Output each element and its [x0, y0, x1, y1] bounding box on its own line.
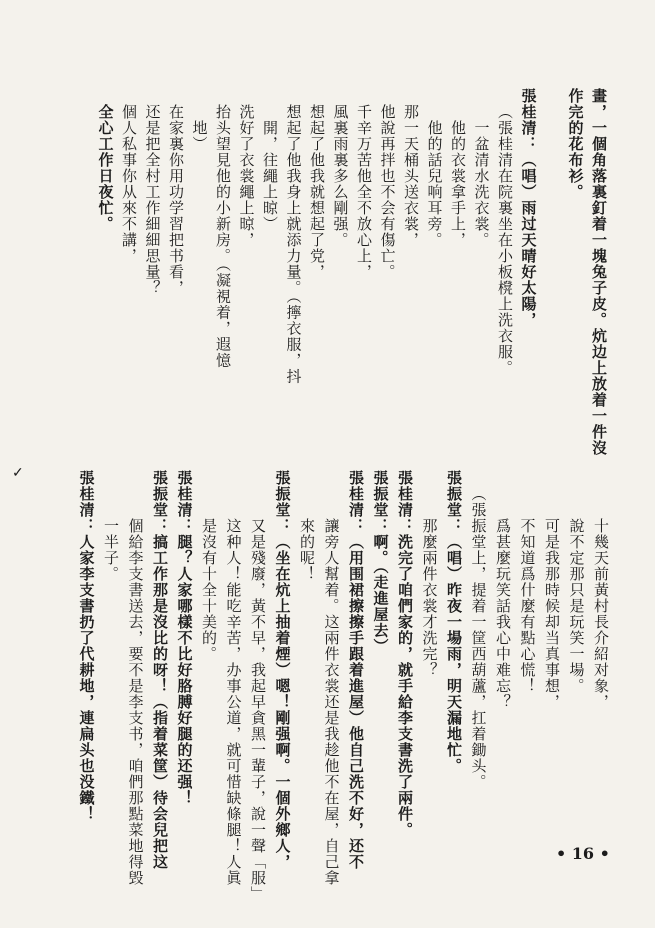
text-column: 一半子。: [102, 518, 120, 582]
text-column: 讓旁人幫着。这兩件衣裳还是我趁他不在屋，自己拿: [322, 518, 341, 886]
text-column: 張桂清：洗完了咱們家的，就手給李支書洗了兩件。: [396, 470, 414, 838]
text-column: 地）: [190, 120, 209, 152]
text-column: 又是殘廢，黃不早，我起早貪黑一輩子，說一聲「服」: [249, 518, 267, 902]
text-column: 畫，一個角落裏釘着一塊兔子皮。炕边上放着一件沒: [590, 88, 608, 456]
text-column: 一盆清水洗衣裳。: [472, 120, 491, 248]
page-number: • 16 •: [556, 844, 610, 863]
text-column: 張振堂：啊。（走進屋去）: [371, 470, 390, 655]
text-column: 可是我那時候却当真事想，: [543, 518, 561, 710]
text-column: 是沒有十全十美的。: [200, 518, 218, 662]
text-column: 作完的花布衫。: [566, 88, 585, 200]
divider-mark: ✓: [12, 465, 24, 481]
text-column: 張桂清：人家李支書扔了代耕地，連扁头也没鐵！: [77, 470, 96, 822]
text-column: 張振堂：（唱）昨夜一場雨，明天漏地忙。: [445, 470, 463, 774]
text-column: 十幾天前黃村長介紹对象，: [592, 518, 610, 710]
text-column: （張振堂上，提着一筐西葫蘆，扛着鋤头。: [469, 486, 488, 790]
text-column: 他的話兒响耳旁。: [425, 120, 444, 248]
text-column: 張振堂：（坐在炕上抽着煙）嗯！剛强啊。一個外鄉人，: [273, 470, 292, 870]
text-column: 張桂清：（用围裙擦擦手跟着進屋）他自己洗不好，还不: [347, 470, 365, 870]
text-column: 那一天桶头送衣裳，: [402, 104, 420, 248]
text-column: 張振堂：搞工作那是沒比的呀！（指着菜筐）待会兒把这: [151, 470, 169, 870]
text-column: 在家裏你用功学習把书看，: [167, 104, 185, 296]
text-column: 風裏雨裏多么剛强。: [331, 104, 350, 248]
text-column: 还是把全村工作細細思量？: [143, 104, 162, 296]
text-column: 開，往繩上晾）: [261, 120, 279, 232]
text-column: 說不定那只是玩笑一場。: [567, 518, 586, 694]
text-column: 那麼兩件衣裳才洗完？: [420, 518, 439, 678]
text-column: 爲甚麼玩笑話我心中难忘？: [494, 518, 512, 710]
text-column: 來的呢！: [298, 518, 316, 582]
text-column: 想起了他我身上就添力量。（擰衣服，抖: [284, 104, 303, 385]
text-column: 抬头望見他的小新房。（凝視着，遐憶: [214, 104, 232, 369]
text-column: 張桂清：腿？人家哪樣不比好胳膊好腿的还强！: [175, 470, 194, 806]
text-column: 不知道爲什麼有點心慌！: [518, 518, 537, 694]
text-column: 洗好了衣裳繩上晾，: [237, 104, 256, 248]
text-column: 張桂清：（唱）雨过天晴好太陽，: [519, 88, 538, 328]
text-column: 他說再拌也不会有傷亡。: [378, 104, 397, 280]
text-column: 個給李支書送去，要不是李支书，咱們那點菜地得毁: [126, 518, 145, 886]
text-column: 全心工作日夜忙。: [96, 104, 115, 232]
text-column: 千辛万苦他全不放心上，: [355, 104, 373, 280]
text-column: 想起了他我就想起了党，: [308, 104, 326, 280]
text-column: 他的衣裳拿手上，: [449, 120, 467, 248]
text-column: 这种人！能吃辛苦，办事公道，就可惜缺條腿！人眞: [224, 518, 243, 886]
text-column: 個人私事你从來不講，: [120, 104, 138, 264]
text-column: （張桂清在院裏坐在小板櫈上洗衣服。: [496, 104, 514, 376]
